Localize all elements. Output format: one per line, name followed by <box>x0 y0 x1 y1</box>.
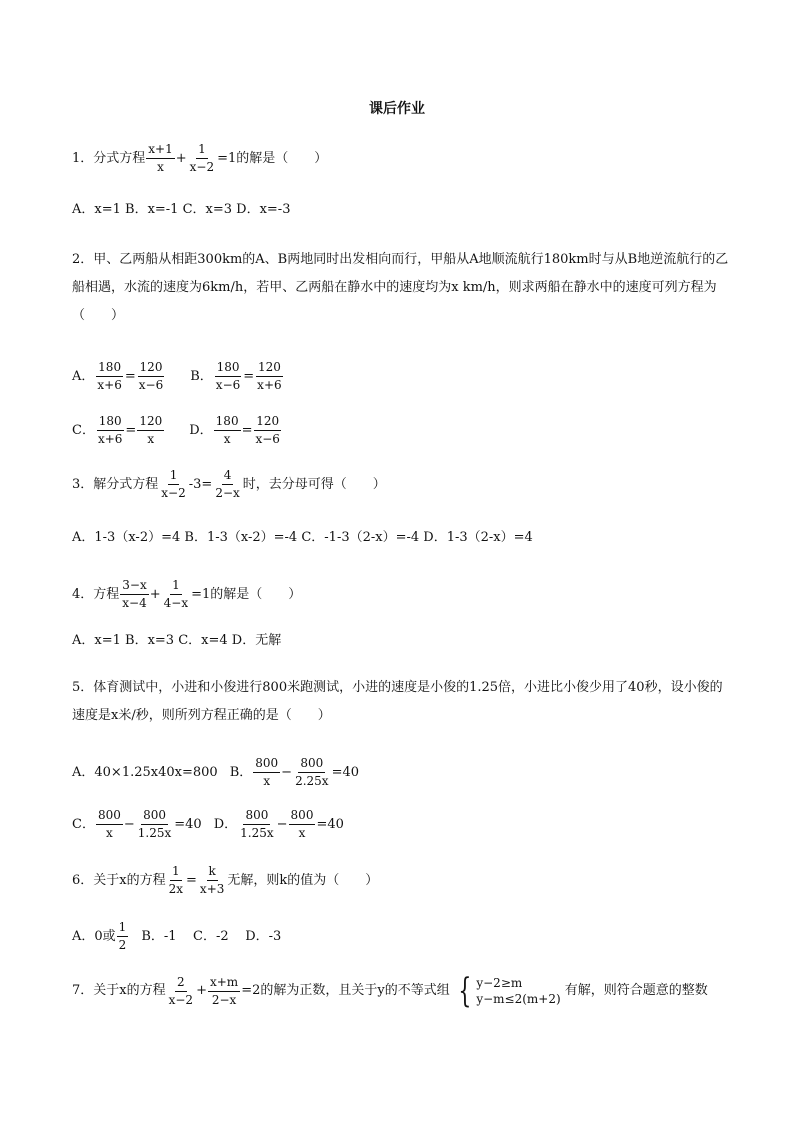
question-3: 3．解分式方程 $\frac{1}{x-2}$ -3= $\frac{4}{2-x}$ 时，去分母可得（ ） <box>72 468 386 500</box>
q1-fraction-1: $\frac{x+1}{x}$ <box>148 142 173 174</box>
q2-c-fraction-1: $\frac{180}{x+6}$ <box>97 414 123 446</box>
question-6: 6．关于x的方程 $\frac{1}{2x}$ = $\frac{k}{x+3}$ 无解，则k的值为（ ） <box>72 864 379 896</box>
q2-a-fraction-2: $\frac{120}{x-6}$ <box>138 360 164 392</box>
q2-options-ab: A． $\frac{180}{x+6}$ = $\frac{120}{x-6}$ B． $\frac{180}{x-6}$ = $\frac{120}{x+6}$ <box>72 360 282 392</box>
q5-d-fraction-1: $\frac{800}{1.25x}$ <box>240 808 274 840</box>
q4-options: A．x=1 B．x=3 C．x=4 D．无解 <box>72 633 282 648</box>
question-1: 1．分式方程 $\frac{x+1}{x}$ + $\frac{1}{x-2}$ =1的解是（ ） <box>72 142 328 174</box>
q7-fraction-1: $\frac{2}{x-2}$ <box>168 974 194 1007</box>
q2-b-fraction-2: $\frac{120}{x+6}$ <box>257 360 282 392</box>
q3-options: A．1-3（x-2）=4 B．1-3（x-2）=-4 C．-1-3（2-x）=-4 D．1-3（2-x）=4 <box>72 530 533 545</box>
q2-d-fraction-1: $\frac{180}{x}$ <box>215 414 239 446</box>
q1-options: A．x=1 B．x=-1 C．x=3 D．x=-3 <box>72 202 291 217</box>
q5-options-ab: A．40×1.25x40x=800 B． $\frac{800}{x}$ − $\frac{800}{2.25x}$ =40 <box>72 756 359 788</box>
q5-d-fraction-2: $\frac{800}{x}$ <box>290 808 314 840</box>
q1-fraction-2: $\frac{1}{x-2}$ <box>189 142 215 174</box>
q7-fraction-2: $\frac{x+m}{2-x}$ <box>209 974 239 1007</box>
q2-b-fraction-1: $\frac{180}{x-6}$ <box>215 360 241 392</box>
question-5-stem: 5．体育测试中，小进和小俊进行800米跑测试，小进的速度是小俊的1.25倍，小进比小俊少用了40秒，设小俊的速度是x米/秒，则所列方程正确的是（ ） <box>72 680 723 723</box>
q5-c-fraction-2: $\frac{800}{1.25x}$ <box>137 808 172 840</box>
q4-fraction-1: $\frac{3-x}{x-4}$ <box>122 578 147 610</box>
q5-options-cd: C． $\frac{800}{x}$ − $\frac{800}{1.25x}$ =40 D． $\frac{800}{1.25x}$ − $\frac{800}{x}$ =40 <box>72 808 344 840</box>
q2-options-cd: C． $\frac{180}{x+6}$ = $\frac{120}{x}$ D． $\frac{180}{x}$ = $\frac{120}{x-6}$ <box>72 414 280 446</box>
q6-fraction-2: $\frac{k}{x+3}$ <box>199 864 225 896</box>
q1-lead: 1．分式方程 <box>72 150 146 166</box>
q6-options: A．0或 $\frac{1}{2}$ B．-1 C．-2 D．-3 <box>72 920 282 952</box>
q2-d-fraction-2: $\frac{120}{x-6}$ <box>255 414 280 446</box>
q2-c-fraction-2: $\frac{120}{x}$ <box>139 414 163 446</box>
q7-inequality-system: { y−2≥m y−m≤2(m+2) <box>458 971 561 1011</box>
q6-fraction-1: $\frac{1}{2x}$ <box>168 864 184 896</box>
q5-b-fraction-2: $\frac{800}{2.25x}$ <box>295 756 329 788</box>
q6-a-fraction: $\frac{1}{2}$ <box>118 920 127 952</box>
q1-tail: =1的解是（ ） <box>217 150 328 166</box>
question-7: 7．关于x的方程 $\frac{2}{x-2}$ + $\frac{x+m}{2-x}$ =2的解为正数，且关于y的不等式组 { y−2≥m y−m≤2(m+2) 有解，则符合题意的整数 <box>72 971 708 1011</box>
q3-fraction-2: $\frac{4}{2-x}$ <box>215 468 240 500</box>
q5-c-fraction-1: $\frac{800}{x}$ <box>97 808 121 840</box>
question-4: 4．方程 $\frac{3-x}{x-4}$ + $\frac{1}{4-x}$ =1的解是（ ） <box>72 578 302 610</box>
q3-fraction-1: $\frac{1}{x-2}$ <box>161 468 186 500</box>
q4-fraction-2: $\frac{1}{4-x}$ <box>163 578 189 610</box>
page-title: 课后作业 <box>369 101 425 117</box>
q5-b-fraction-1: $\frac{800}{x}$ <box>255 756 279 788</box>
q2-a-fraction-1: $\frac{180}{x+6}$ <box>97 360 122 392</box>
question-2-stem: 2．甲、乙两船从相距300km的A、B两地同时出发相向而行，甲船从A地顺流航行180km时与从B地逆流航行的乙船相遇，水流的速度为6km/h，若甲、乙两船在静水中的速度均为x km/h，则求两船在静水中的速度可列方程为（ ） <box>72 252 729 323</box>
